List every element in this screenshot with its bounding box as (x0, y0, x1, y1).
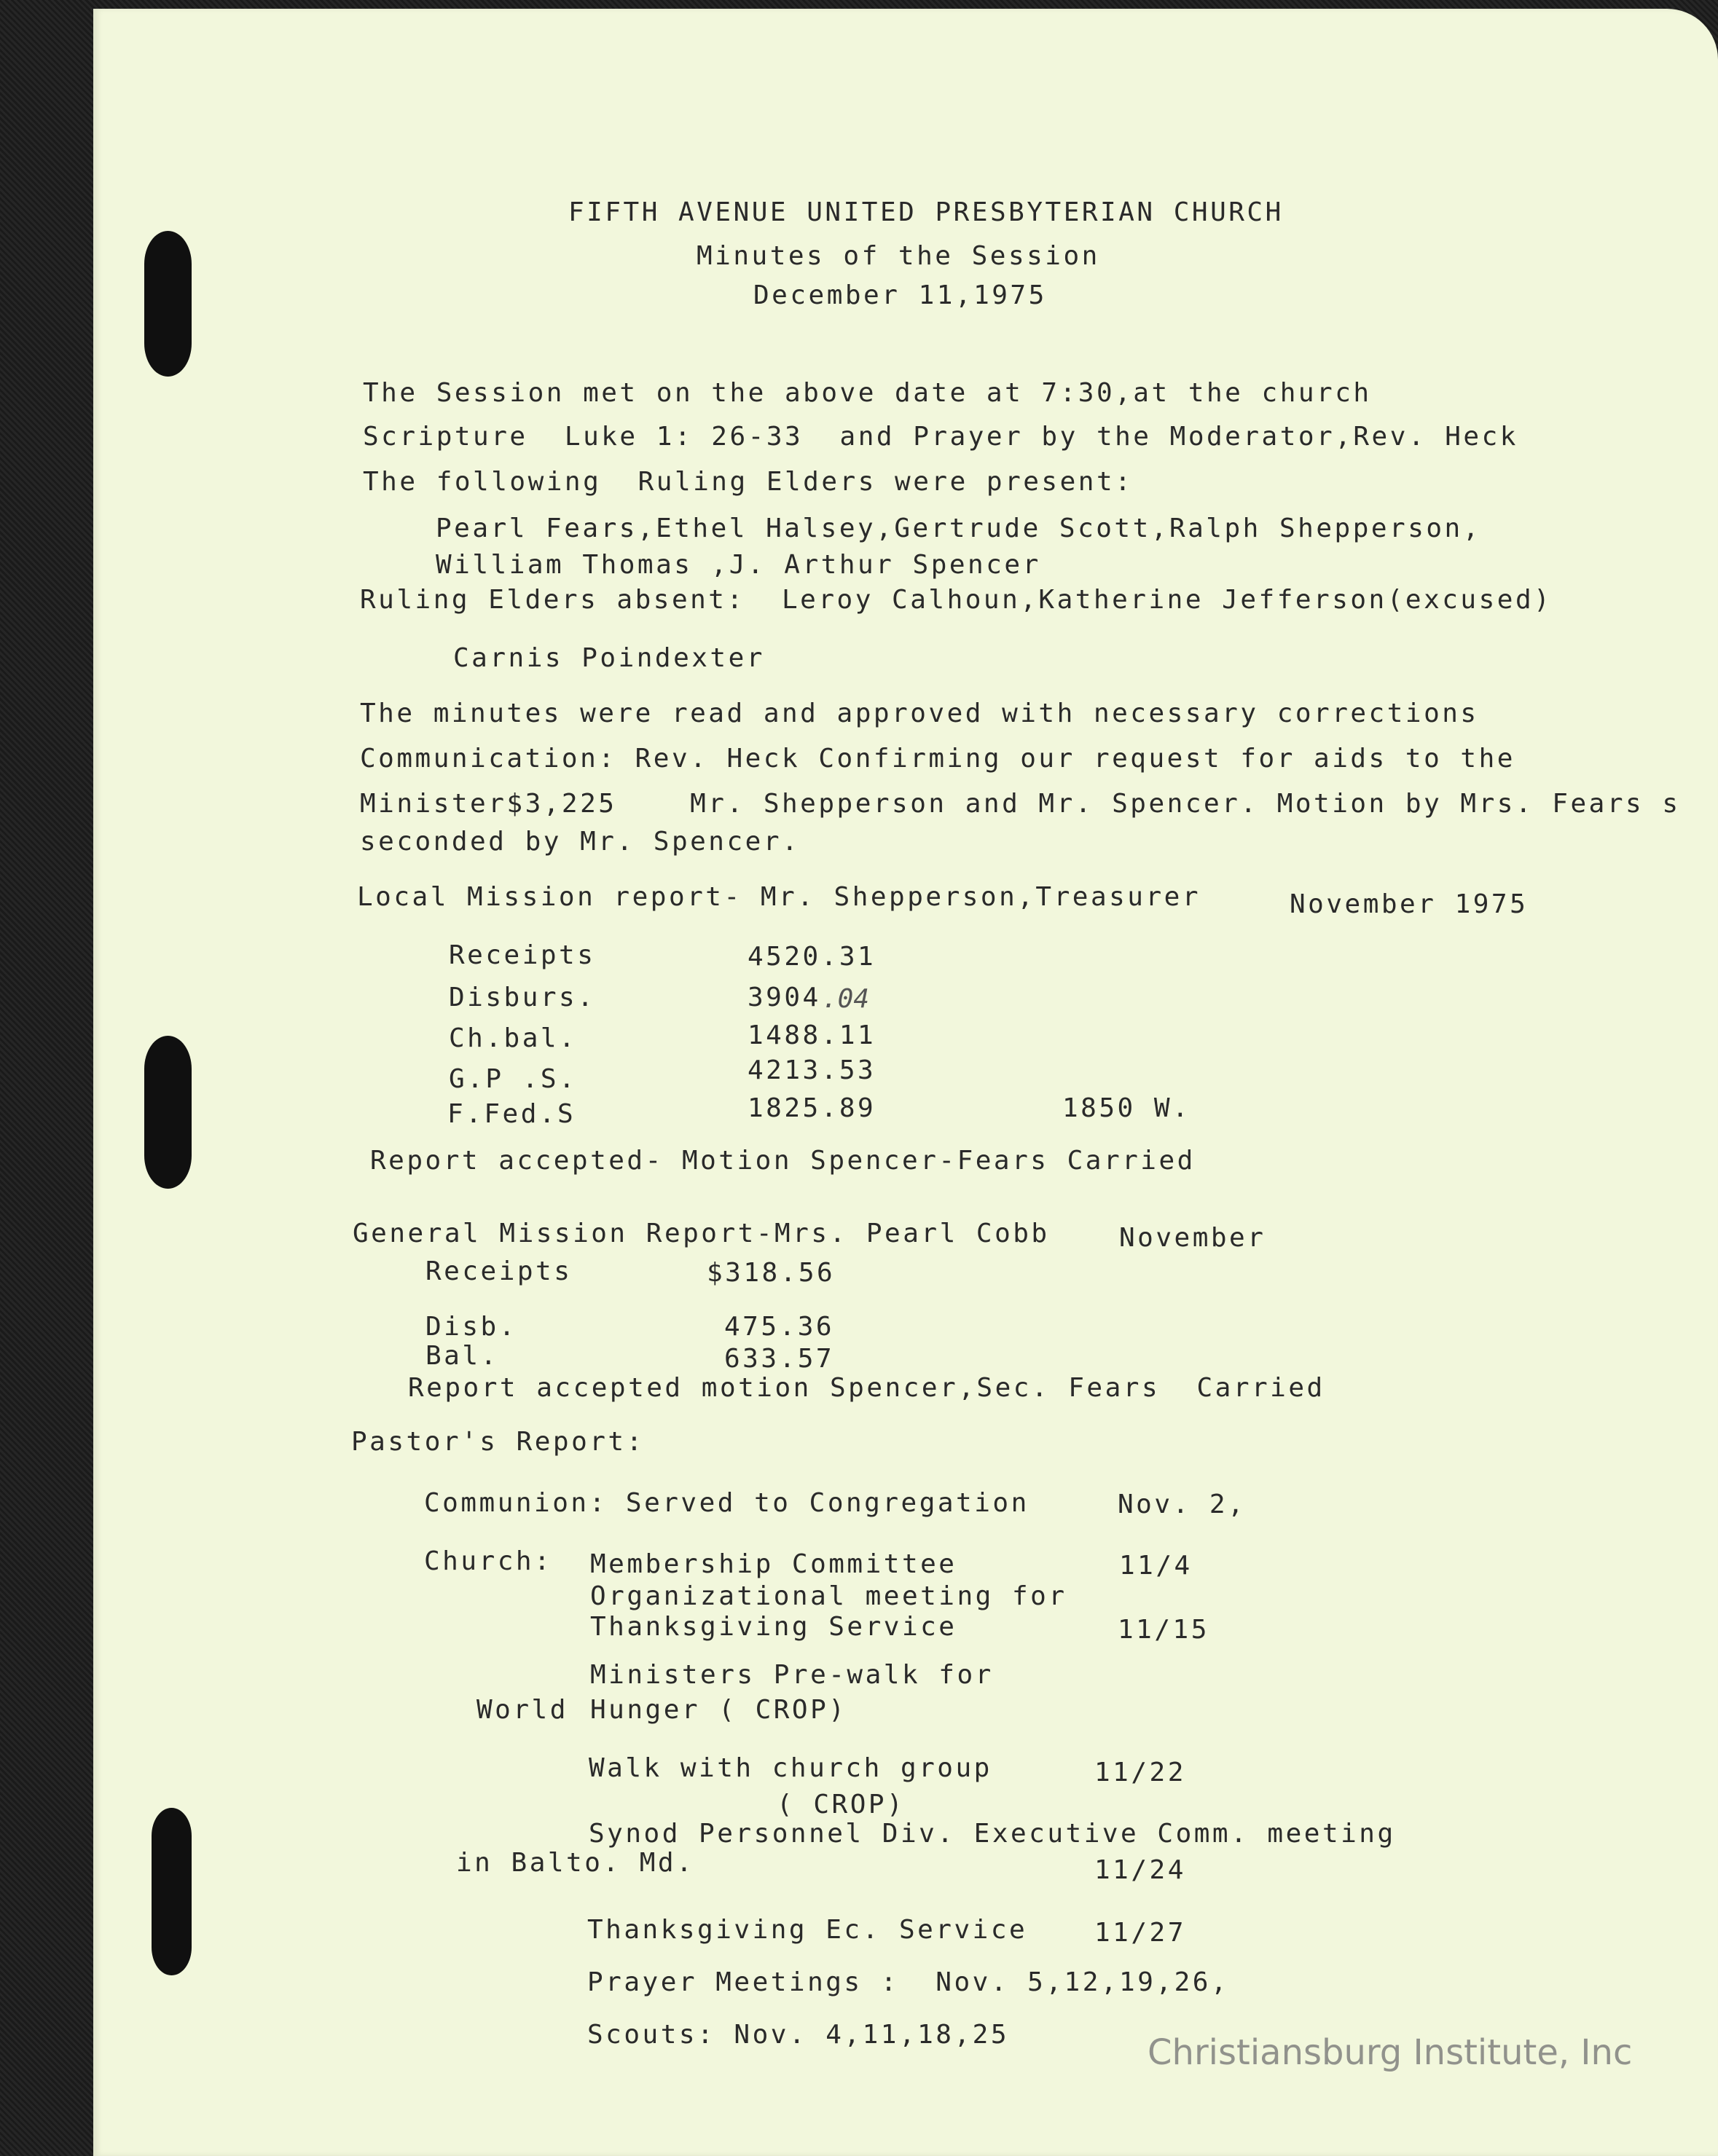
opening-line-2: Scripture Luke 1: 26-33 and Prayer by the Moderator,Rev. Heck (363, 422, 1518, 452)
local-row-label: Ch.bal. (449, 1023, 578, 1053)
general-mission-heading: General Mission Report-Mrs. Pearl Cobb (353, 1219, 1050, 1248)
general-row-label: Disb. (425, 1312, 517, 1342)
general-row-label: Bal. (425, 1341, 499, 1371)
binder-hole-top (144, 231, 192, 377)
walk-date: 11/22 (1094, 1758, 1186, 1787)
local-row-extra: 1850 W. (1062, 1093, 1191, 1123)
binder-hole-bottom (152, 1808, 192, 1975)
general-mission-month: November (1119, 1223, 1266, 1253)
present-elders-2: William Thomas ,J. Arthur Spencer (436, 550, 1041, 580)
local-row-label: G.P .S. (449, 1064, 578, 1094)
local-row-label: F.Fed.S (447, 1099, 576, 1129)
synod-date: 11/24 (1094, 1855, 1186, 1885)
present-elders-1: Pearl Fears,Ethel Halsey,Gertrude Scott,Ralph Shepperson, (436, 514, 1481, 543)
watermark-text: Christiansburg Institute, Inc (1148, 2032, 1633, 2073)
minutes-approved: The minutes were read and approved with necessary corrections (360, 699, 1479, 728)
communion-line: Communion: Served to Congregation (424, 1488, 1029, 1518)
local-row-value: 4213.53 (748, 1055, 876, 1085)
absent-elders: Ruling Elders absent: Leroy Calhoun,Katherine Jefferson(excused) (360, 585, 1553, 615)
general-row-value: $318.56 (707, 1258, 836, 1288)
local-row-value: 4520.31 (748, 942, 876, 972)
organizational-line-2: Thanksgiving Service (590, 1612, 957, 1642)
local-mission-accepted: Report accepted- Motion Spencer-Fears Carried (370, 1146, 1196, 1176)
communication-line-3: seconded by Mr. Spencer. (360, 827, 801, 857)
membership-line: Membership Committee (590, 1549, 957, 1579)
local-row-value: 1488.11 (748, 1020, 876, 1050)
general-mission-accepted: Report accepted motion Spencer,Sec. Fears Carried (408, 1373, 1325, 1403)
thanksgiving-date: 11/27 (1094, 1918, 1186, 1948)
thanksgiving-line: Thanksgiving Ec. Service (587, 1915, 1028, 1945)
synod-line-1: Synod Personnel Div. Executive Comm. meeting (589, 1819, 1396, 1849)
binder-hole-middle (144, 1036, 192, 1189)
prewalk-line-2: Hunger ( CROP) (590, 1695, 847, 1725)
organizational-line-1: Organizational meeting for (590, 1581, 1067, 1611)
opening-line-3: The following Ruling Elders were present: (363, 467, 1134, 497)
church-label: Church: (424, 1546, 553, 1576)
general-row-label: Receipts (425, 1256, 573, 1286)
local-row-value: 1825.89 (748, 1093, 876, 1123)
opening-line-1: The Session met on the above date at 7:30,at the church (363, 378, 1372, 408)
organizational-date: 11/15 (1118, 1615, 1209, 1645)
general-row-value: 475.36 (724, 1312, 835, 1342)
handwritten-note: .04 (822, 984, 870, 1014)
local-row-label: Disburs. (449, 983, 596, 1012)
local-row-label: Receipts (449, 940, 596, 970)
prewalk-line-1: Ministers Pre-walk for (590, 1660, 994, 1690)
scouts-line: Scouts: Nov. 4,11,18,25 (587, 2020, 1009, 2050)
synod-line-2: in Balto. Md. (456, 1848, 695, 1878)
communication-line-2: Minister$3,225 Mr. Shepperson and Mr. Spencer. Motion by Mrs. Fears s (360, 789, 1681, 819)
communion-date: Nov. 2, (1118, 1490, 1247, 1519)
membership-date: 11/4 (1119, 1551, 1193, 1581)
walk-line-2: ( CROP) (777, 1790, 906, 1819)
church-name: FIFTH AVENUE UNITED PRESBYTERIAN CHURCH (568, 197, 1284, 227)
prayer-meetings-line: Prayer Meetings : Nov. 5,12,19,26, (587, 1967, 1230, 1997)
pastor-report-heading: Pastor's Report: (351, 1427, 645, 1457)
walk-line-1: Walk with church group (589, 1753, 992, 1783)
prewalk-world: World (476, 1695, 568, 1725)
local-mission-heading: Local Mission report- Mr. Shepperson,Treasurer (357, 882, 1201, 912)
document-title: Minutes of the Session (697, 241, 1100, 271)
absent-elders-2: Carnis Poindexter (453, 643, 765, 673)
local-row-value: 3904 (748, 983, 821, 1012)
local-mission-month: November 1975 (1290, 889, 1529, 919)
document-date: December 11,1975 (753, 280, 1047, 310)
document-page (93, 9, 1718, 2156)
communication-line-1: Communication: Rev. Heck Confirming our request for aids to the (360, 744, 1515, 774)
general-row-value: 633.57 (724, 1344, 835, 1374)
